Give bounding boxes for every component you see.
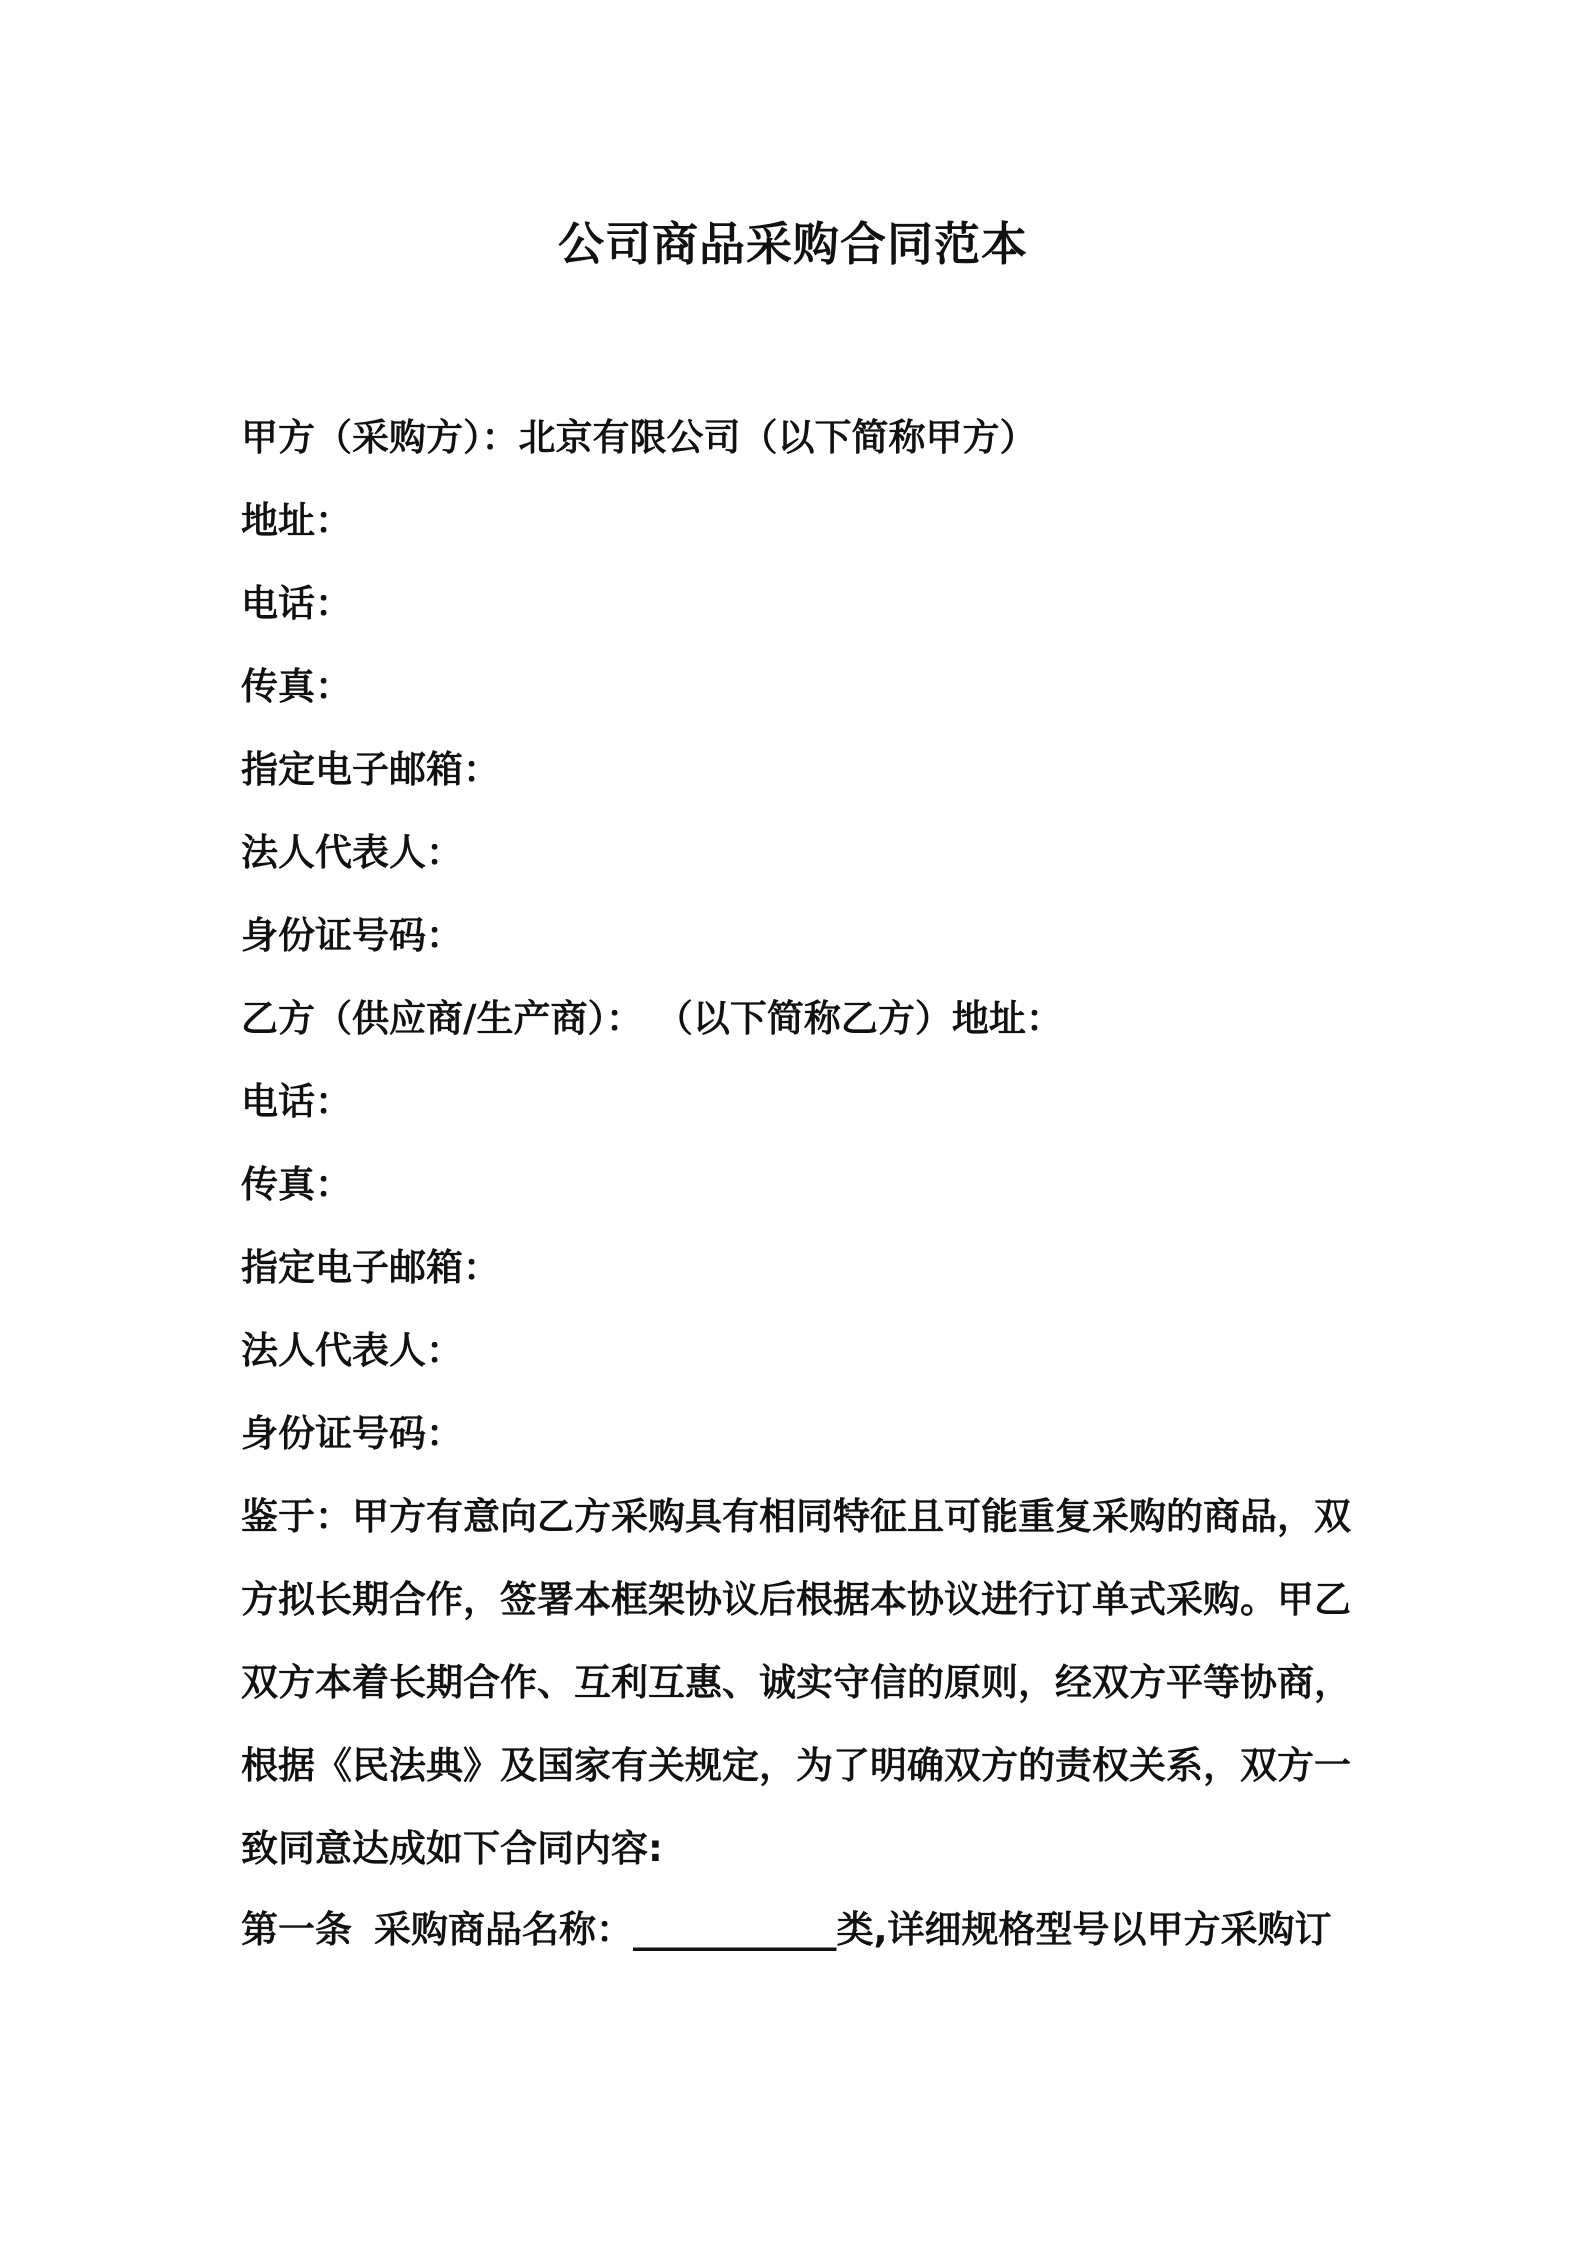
party-b-phone: 电话：: [241, 1080, 352, 1123]
preamble-line: 双方本着长期合作、互利互惠、诚实守信的原则，经双方平等协商，: [241, 1661, 1351, 1704]
party-a-email: 指定电子邮箱：: [241, 748, 500, 791]
preamble-line: 根据《民法典》及国家有关规定，为了明确双方的责权关系，双方一: [241, 1744, 1351, 1787]
party-b-id-number: 身份证号码：: [241, 1412, 463, 1455]
document-title: 公司商品采购合同范本: [558, 217, 1028, 271]
preamble-line: 致同意达成如下合同内容:: [241, 1827, 663, 1870]
article-one: [241, 1904, 1332, 1956]
preamble-line: 方拟长期合作，签署本框架协议后根据本协议进行订单式采购。甲乙: [241, 1578, 1351, 1621]
article-one-number: 第一条: [241, 1908, 352, 1951]
party-a-id-number: 身份证号码：: [241, 914, 463, 957]
party-a-phone: 电话：: [241, 582, 352, 625]
party-b-email: 指定电子邮箱：: [241, 1246, 500, 1289]
party-a-address: 地址：: [241, 499, 352, 542]
party-b-legal-rep: 法人代表人：: [241, 1329, 463, 1372]
article-one-text: 采购商品名称：___________类,详细规格型号以甲方采购订: [374, 1908, 1332, 1951]
preamble-line: 鉴于：甲方有意向乙方采购具有相同特征且可能重复采购的商品，双: [241, 1495, 1351, 1538]
party-a-legal-rep: 法人代表人：: [241, 831, 463, 874]
party-a-fax: 传真：: [241, 665, 352, 708]
preamble-paragraph: [241, 1475, 1351, 1890]
party-b-fax: 传真：: [241, 1163, 352, 1206]
party-b-heading: 乙方（供应商/生产商）： （以下简称乙方）地址：: [241, 997, 1063, 1040]
party-a-heading: 甲方（采购方）：北京有限公司（以下简称甲方）: [241, 416, 1037, 459]
